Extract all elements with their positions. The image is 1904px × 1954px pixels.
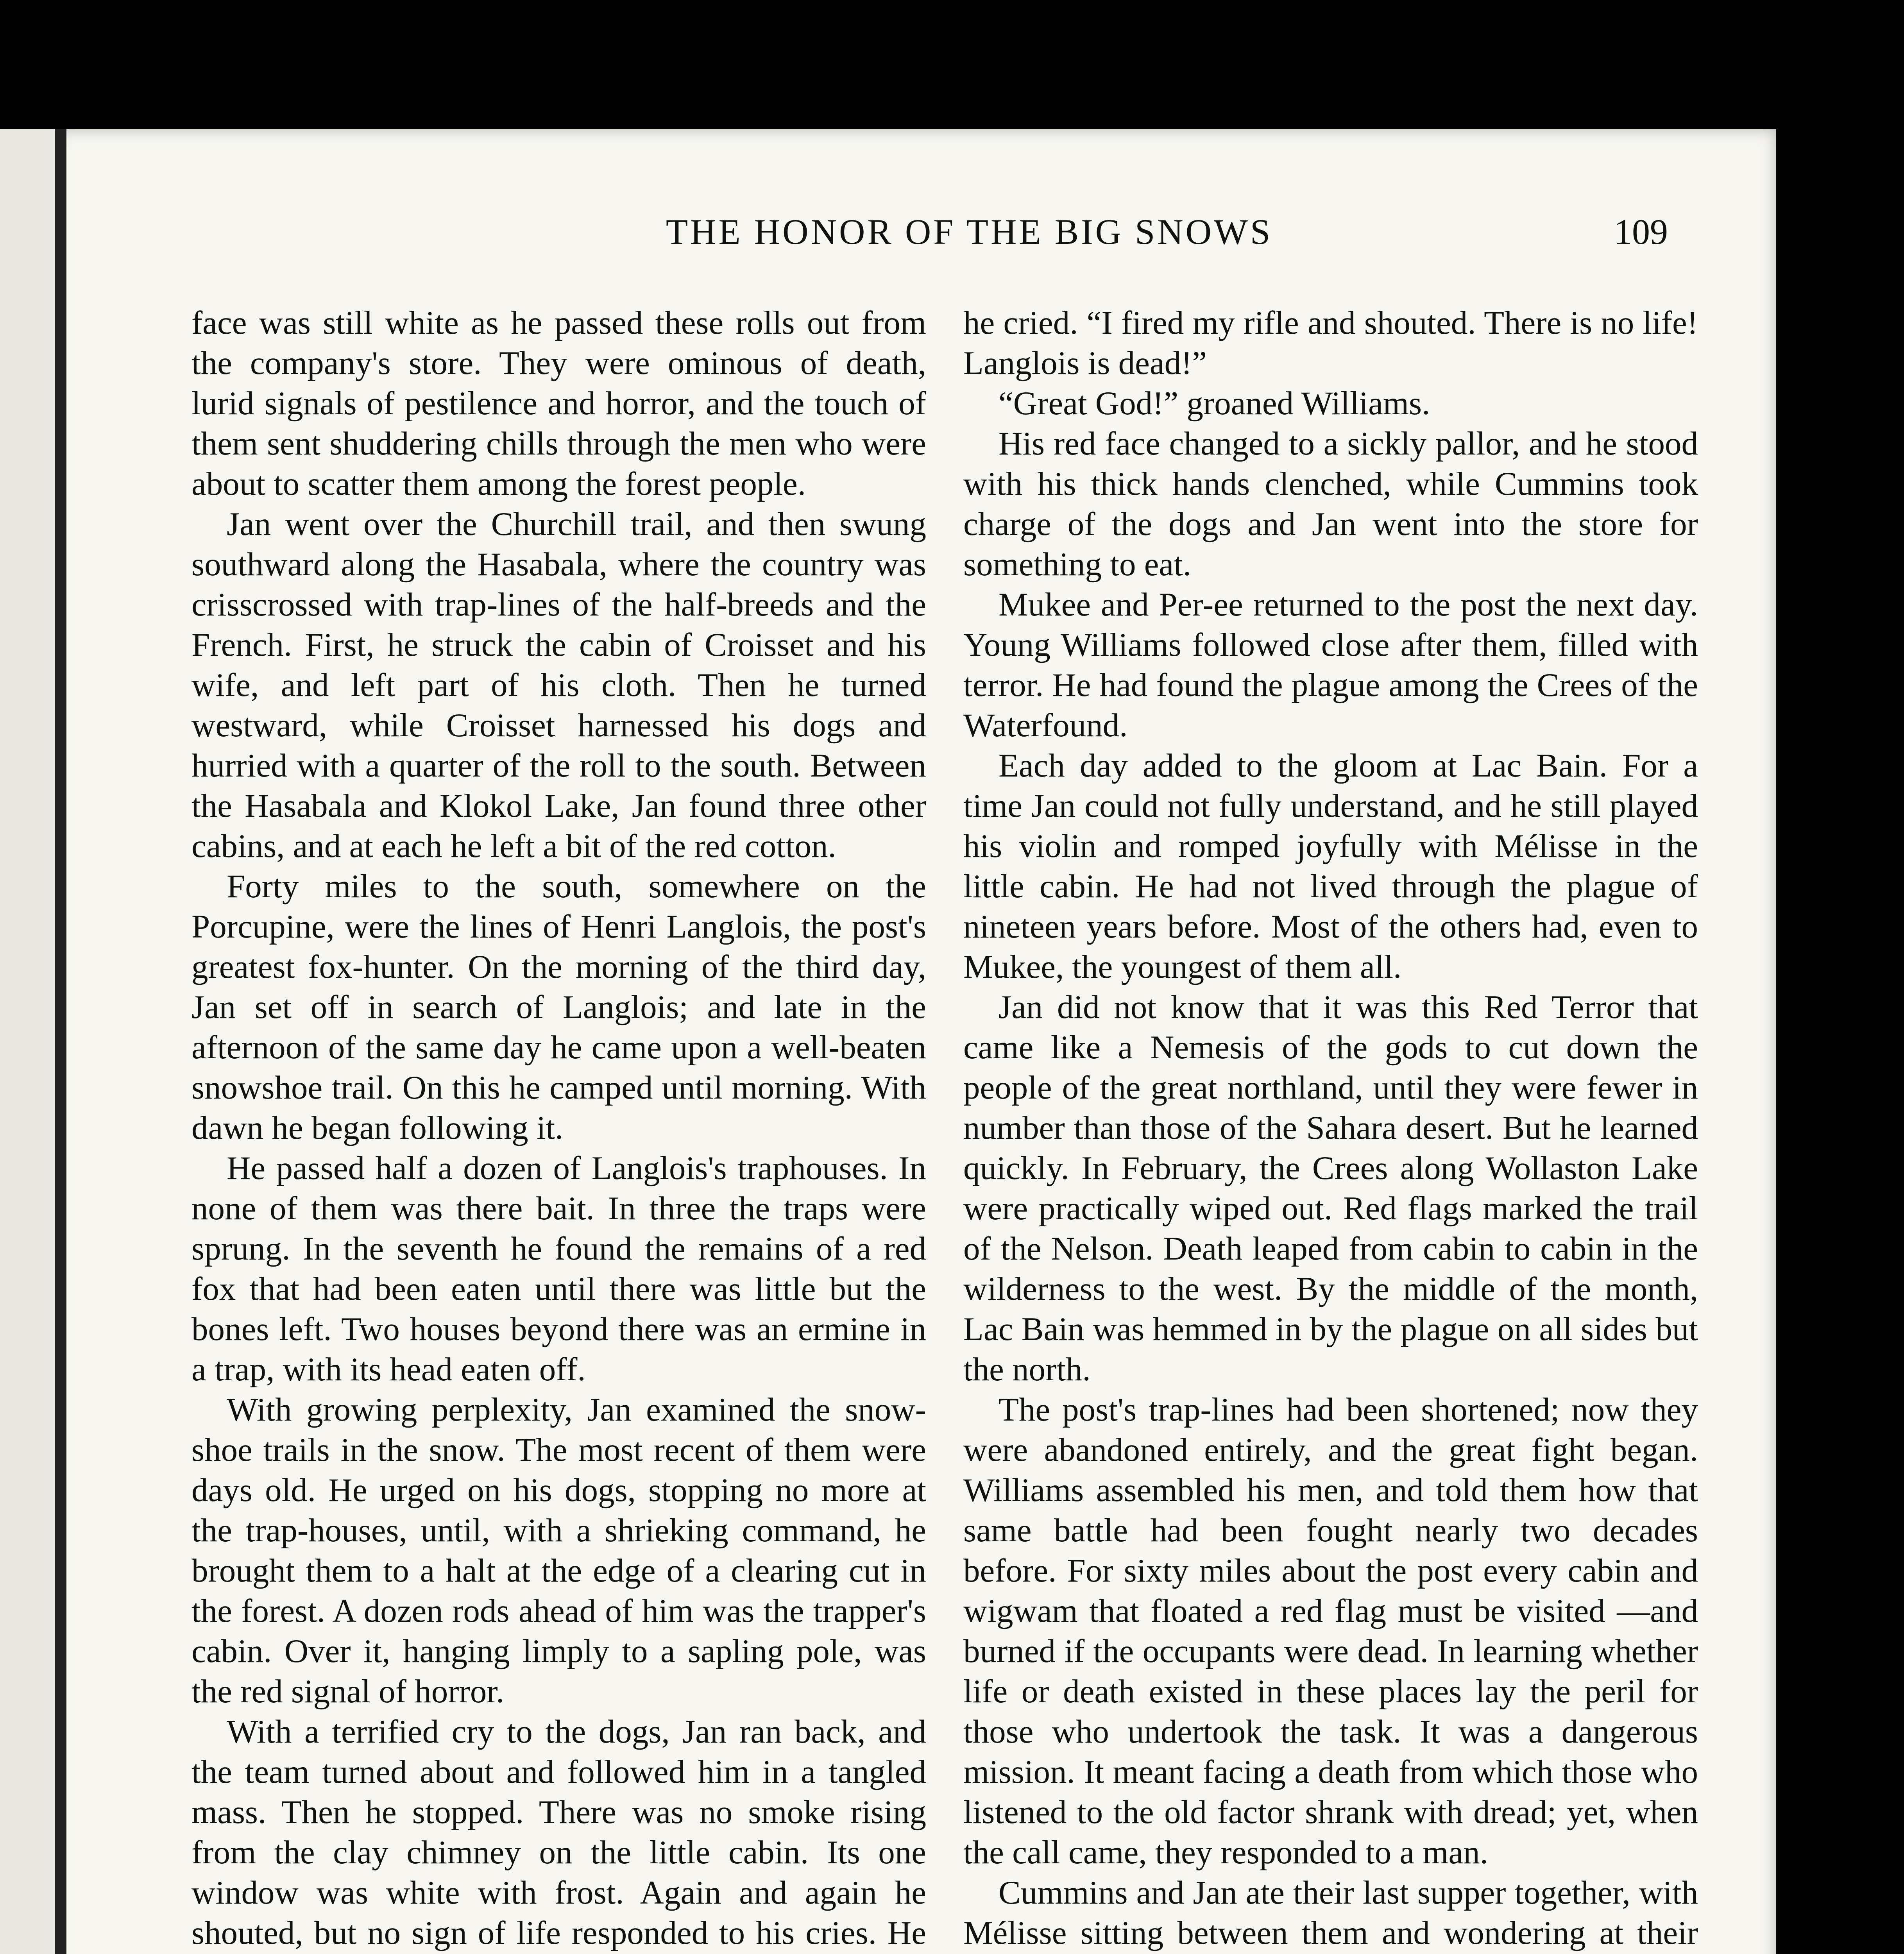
paragraph: Forty miles to the south, somewhere on the Porcupine, were the lines of Henri Langlois, the post's greatest fox-hunter. On the morning of the third day, Jan set off in search of Langlois; and late in the afternoon of the same day he came upon a well-beaten snowshoe trail. On this he camped until morning. With dawn he began following it. [191,868,926,1146]
paragraph: The post's trap-lines had been shortened; now they were abandoned entirely, and the great fight began. Williams assembled his men, and told them how that same battle had been fought nearly two decades before. For sixty miles about the post every cabin and wigwam that floated a red flag must be visited —and burned if the occupants were dead. In learning whether life or death existed in these places lay the peril for those who undertook the task. It was a dangerous mission. It meant facing a death from which those who listened to the old factor shrank with dread; yet, when the call came, they responded to a man. [963,1391,1698,1871]
paragraph: Cummins and Jan ate their last supper together, with Mélisse sitting between them and wondering at their [963,1874,1698,1951]
paragraph: With growing perplexity, Jan examined the snow-shoe trails in the snow. The most recent of them were days old. He urged on his dogs, stopping no more at the trap-houses, until, with a shrieking command, he brought them to a halt at the edge of a clearing cut in the forest. A dozen rods ahead of him was the trapper's cabin. Over it, hanging limply to a sapling pole, was the red signal of horror. [191,1391,926,1710]
paragraph: Mukee and Per-ee returned to the post the next day. Young Williams followed close after them, filled with terror. He had found the plague among the Crees of the Waterfound. [963,586,1698,744]
page-number: 109 [1614,212,1668,252]
paragraph: face was still white as he passed these rolls out from the company's store. They were ominous of death, lurid signals of pestilence and horror, and the touch of them sent shuddering chills through the men who were about to scatter them among the forest people. [191,304,926,502]
paragraph: Jan did not know that it was this Red Terror that came like a Nemesis of the gods to cut down the people of the great northland, until they were fewer in number than those of the Sahara desert. But he learned quickly. In February, the Crees along Wollaston Lake were practically wiped out. Red flags marked the trail of the Nelson. Death leaped from cabin to cabin in the wilderness to the west. By the middle of the month, Lac Bain was hemmed in by the plague on all sides but the north. [963,989,1698,1388]
left-text-column [191,303,926,1954]
paragraph: He passed half a dozen of Langlois's traphouses. In none of them was there bait. In three the traps were sprung. In the seventh he found the remains of a red fox that had been eaten until there was little but the bones left. Two houses beyond there was an ermine in a trap, with its head eaten off. [191,1150,926,1388]
paragraph: he cried. “I fired my rifle and shouted. There is no life! Langlois is dead!” [963,304,1698,381]
paragraph: Jan went over the Churchill trail, and then swung southward along the Hasabala, where the country was crisscrossed with trap-lines of the half-breeds and the French. First, he struck the cabin of Croisset and his wife, and left part of his cloth. Then he turned westward, while Croisset harnessed his dogs and hurried with a quarter of the roll to the south. Between the Hasabala and Klokol Lake, Jan found three other cabins, and at each he left a bit of the red cotton. [191,506,926,864]
page-gutter-shadow [55,129,66,1954]
paragraph: His red face changed to a sickly pallor, and he stood with his thick hands clenched, while Cummins took charge of the dogs and Jan went into the store for something to eat. [963,425,1698,583]
paragraph: With a terrified cry to the dogs, Jan ran back, and the team turned about and followed him in a tangled mass. Then he stopped. There was no smoke rising from the clay chimney on the little cabin. Its one window was white with frost. Again and again he shouted, but no sign of life responded to his cries. He [191,1713,926,1951]
paragraph: Each day added to the gloom at Lac Bain. For a time Jan could not fully understand, and he still played his violin and romped joyfully with Mélisse in the little cabin. He had not lived through the plague of nineteen years before. Most of the others had, even to Mukee, the youngest of them all. [963,747,1698,985]
paragraph: “Great God!” groaned Williams. [999,385,1430,422]
right-text-column [963,303,1698,1954]
running-head: THE HONOR OF THE BIG SNOWS [666,212,1273,252]
facing-page-edge [0,129,55,1954]
